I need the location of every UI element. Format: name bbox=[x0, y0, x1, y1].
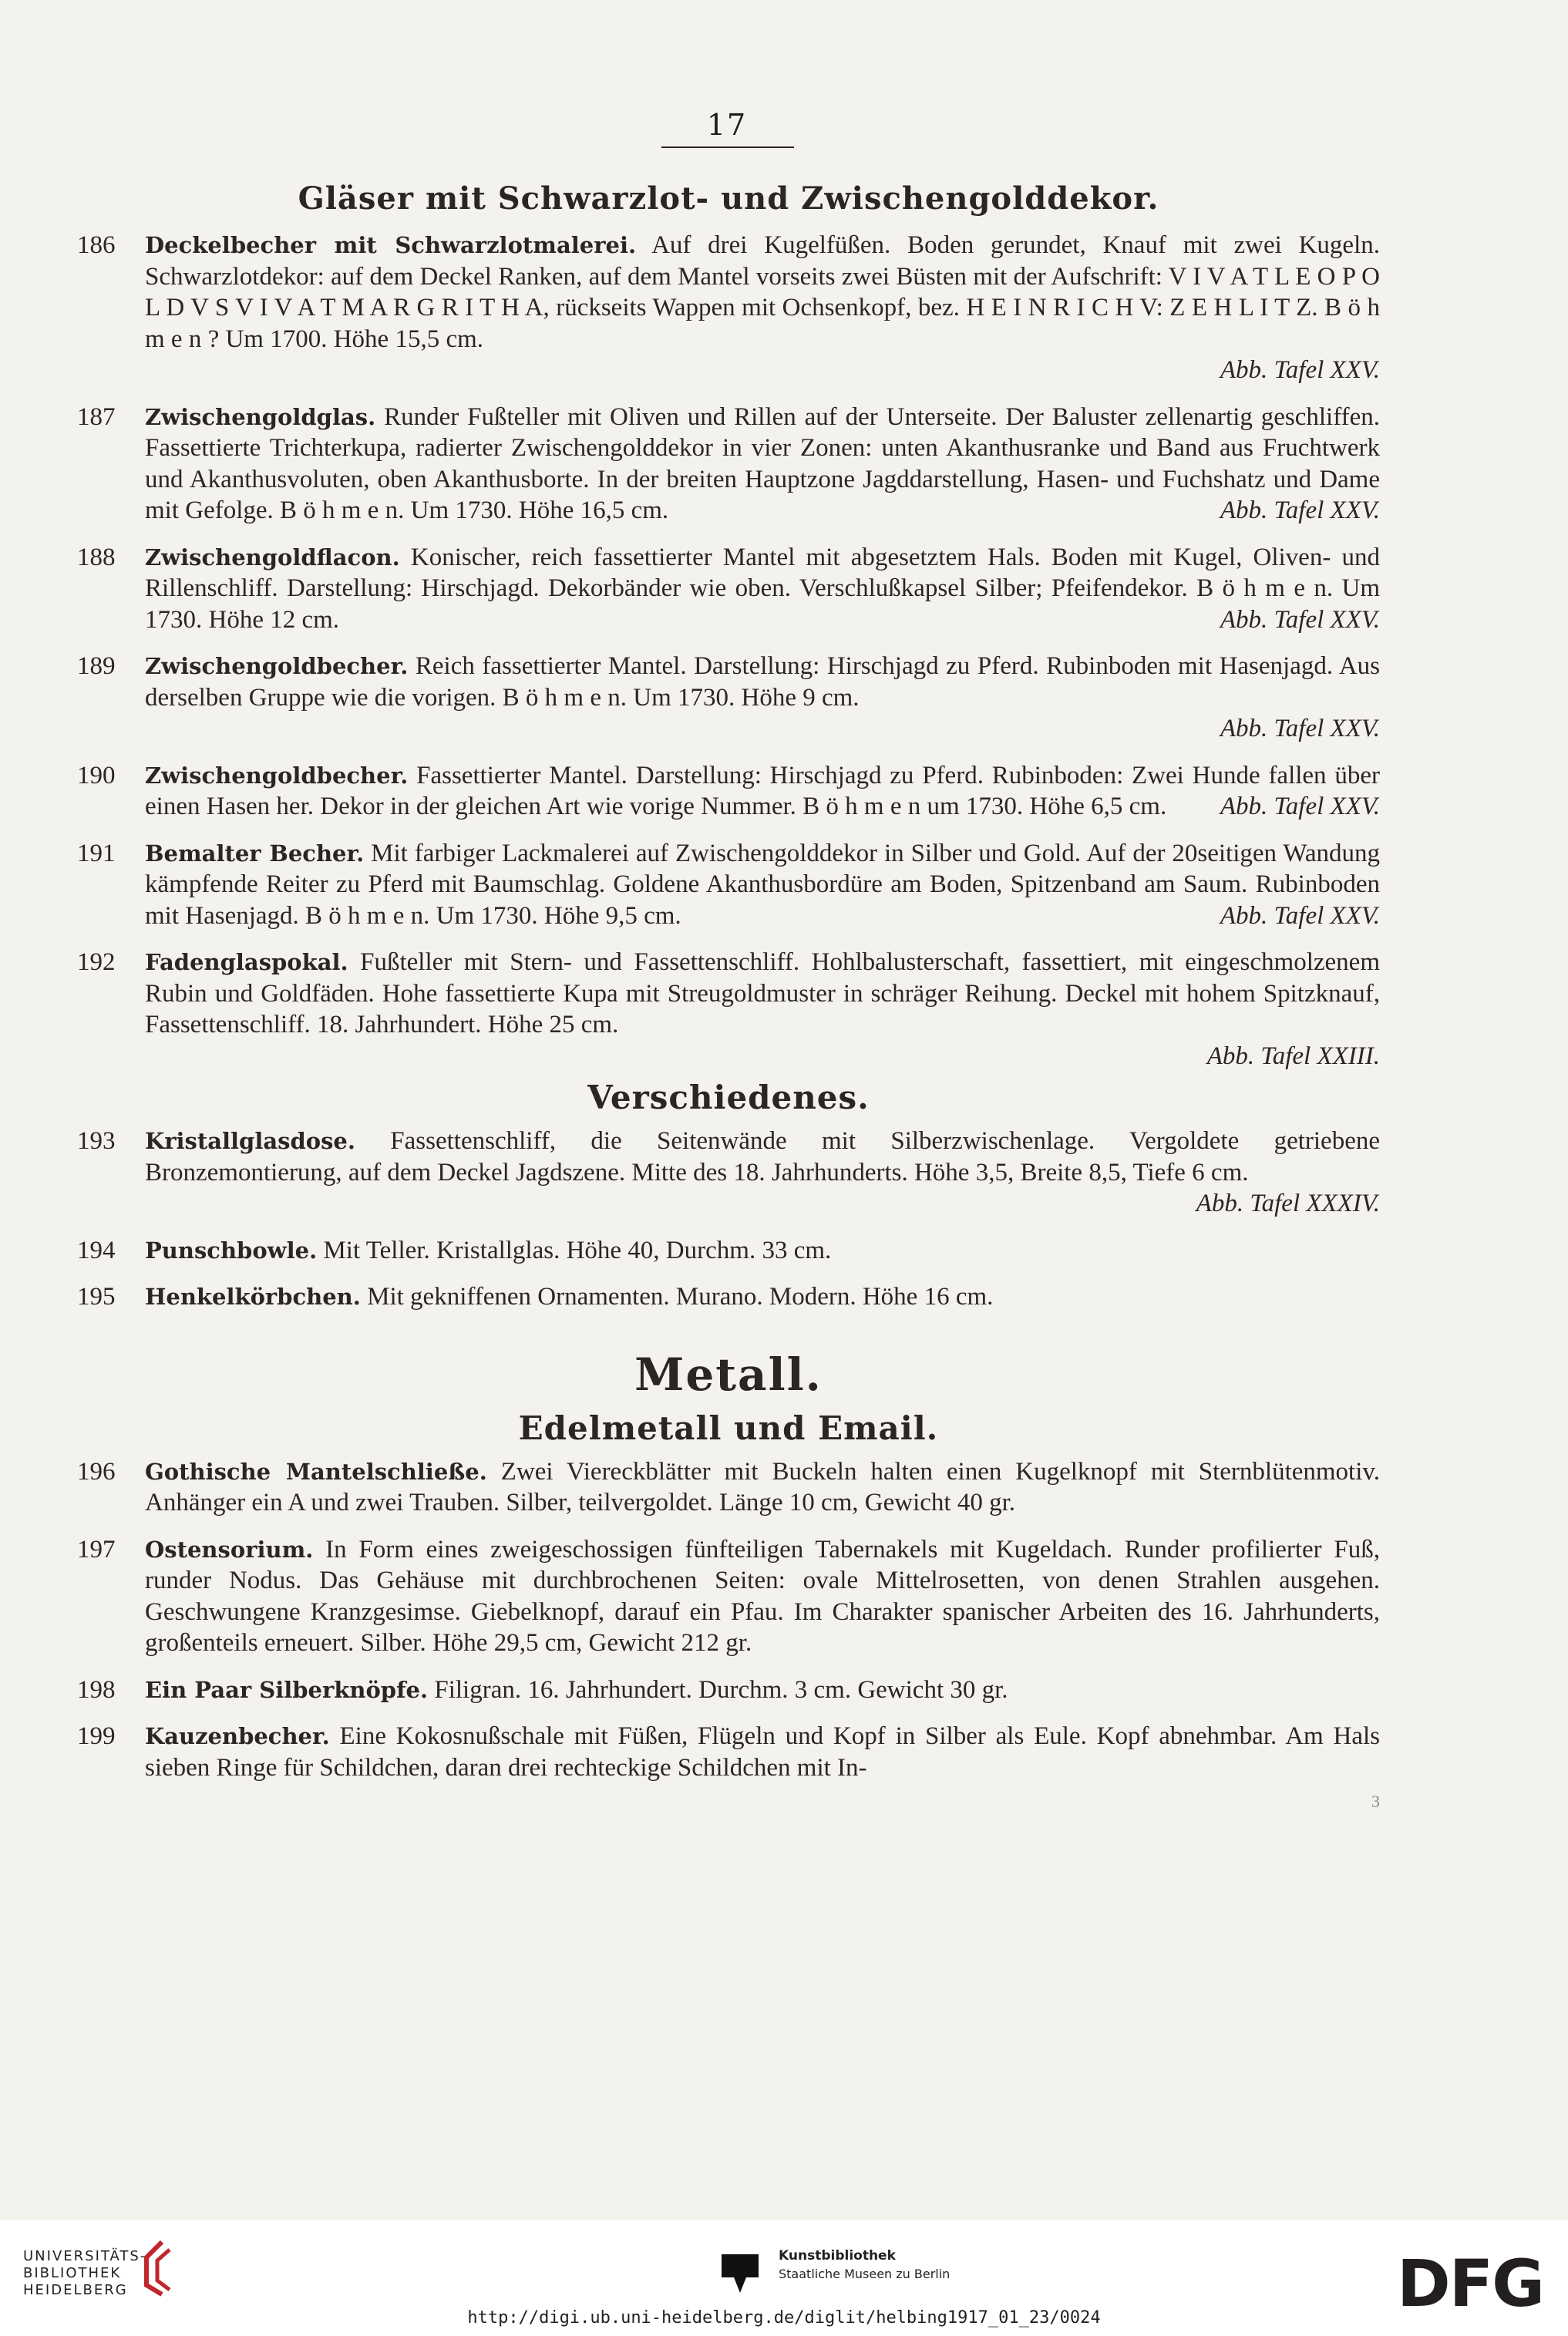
uni-line-2: BIBLIOTHEK bbox=[23, 2265, 122, 2281]
entry-plate-reference: Abb. Tafel XXV. bbox=[1220, 715, 1380, 742]
catalog-entry-199 bbox=[77, 1721, 1380, 1783]
entry-title: Punschbowle. bbox=[145, 1237, 318, 1264]
signature-mark: 3 bbox=[1371, 1792, 1380, 1811]
entry-title: Ostensorium. bbox=[145, 1536, 314, 1563]
entry-number: 197 bbox=[77, 1535, 116, 1564]
entry-number: 199 bbox=[77, 1722, 116, 1750]
entry-text: In Form eines zweigeschossigen fünfteiligen Tabernakels mit Kugeldach. Runder profilierter Fuß, runder Nodus. Das Gehäuse mit durchbrochenen Seiten: ovale Mittelrosetten, von denen Strahlen ausgehen. Geschwungene Kranzgesimse. Giebelknopf, darauf ein Pfau. Im Charakter spanischer Arbeiten des 16. Jahrhunderts, großenteils erneuert. Silber. Höhe 29,5 cm, Gewicht 212 gr. bbox=[145, 1535, 1380, 1657]
page-content bbox=[77, 162, 1380, 1818]
entry-title: Gothische Mantelschließe. bbox=[145, 1458, 487, 1485]
entry-plate-reference: Abb. Tafel XXXIV. bbox=[1196, 1190, 1380, 1217]
entry-number: 187 bbox=[77, 402, 116, 431]
uni-library-name bbox=[23, 2248, 146, 2299]
catalog-entry-192 bbox=[77, 947, 1380, 1072]
footer-bar bbox=[0, 2220, 1568, 2336]
catalog-entry-186 bbox=[77, 230, 1380, 386]
entry-text: Konischer, reich fassettierter Mantel mit abgesetztem Hals. Boden mit Kugel, Oliven- und Rillenschliff. Darstellung: Hirschjagd. Dekorbänder wie oben. Verschlußkapsel Silber; Pfeifendekor. B ö h m e n. Um 1730. Höhe 12 cm. bbox=[145, 543, 1380, 634]
entry-title: Kristallglasdose. bbox=[145, 1128, 355, 1154]
section-heading-misc: Verschiedenes. bbox=[587, 1079, 870, 1116]
entry-plate-reference: Abb. Tafel XXV. bbox=[1220, 793, 1380, 820]
kb-title: Kunstbibliothek bbox=[779, 2248, 896, 2264]
catalog-entry-189 bbox=[77, 651, 1380, 745]
entry-number: 188 bbox=[77, 543, 116, 571]
catalog-entry-194 bbox=[77, 1235, 1380, 1267]
entry-text: Runder Fußteller mit Oliven und Rillen auf der Unterseite. Der Baluster zellenartig geschliffen. Fassettierte Trichterkupa, radierter Zwischengolddekor in vier Zonen: unten Akanthusranke und Band aus Fruchtwerk und Akanthusvoluten, oben Akanthusborte. In der breiten Hauptzone Jagddarstellung, Hasen- und Fuchshatz und Dame mit Gefolge. B ö h m e n. Um 1730. Höhe 16,5 cm. bbox=[145, 402, 1380, 524]
entry-title: Zwischengoldglas. bbox=[145, 403, 376, 430]
kb-subtitle: Staatliche Museen zu Berlin bbox=[779, 2267, 951, 2281]
entry-title: Zwischengoldflacon. bbox=[145, 544, 400, 571]
entry-plate-reference: Abb. Tafel XXV. bbox=[1220, 496, 1380, 524]
entry-title: Kauzenbecher. bbox=[145, 1723, 330, 1749]
entry-text: Eine Kokosnußschale mit Füßen, Flügeln und Kopf in Silber als Eule. Kopf abnehmbar. Am Hals sieben Ringe für Schildchen, daran drei rechteckige Schildchen mit In- bbox=[145, 1722, 1381, 1782]
kunstbibliothek-logo-icon bbox=[717, 2248, 763, 2301]
uni-heidelberg-logo-icon bbox=[139, 2239, 187, 2301]
entry-plate-reference: Abb. Tafel XXV. bbox=[1220, 356, 1380, 384]
kunstbibliothek-name bbox=[779, 2247, 950, 2284]
entry-title: Fadenglaspokal. bbox=[145, 949, 348, 975]
section-heading-glass: Gläser mit Schwarzlot- und Zwischengolddekor. bbox=[298, 180, 1159, 217]
entry-plate-reference: Abb. Tafel XXIII. bbox=[1206, 1042, 1380, 1070]
entry-number: 193 bbox=[77, 1127, 116, 1155]
entry-plate-reference: Abb. Tafel XXV. bbox=[1220, 901, 1380, 930]
entry-text: Reich fassettierter Mantel. Darstellung: Hirschjagd zu Pferd. Rubinboden mit Hasenjagd. Aus derselben Gruppe wie die vorigen. B ö h m e n. Um 1730. Höhe 9 cm. bbox=[145, 652, 1381, 712]
section-heading-precious-metal: Edelmetall und Email. bbox=[518, 1409, 939, 1447]
entry-number: 196 bbox=[77, 1457, 116, 1486]
page-number: 17 bbox=[706, 108, 748, 142]
entry-text: Mit farbiger Lackmalerei auf Zwischengolddekor in Silber und Gold. Auf der 20seitigen Wandung kämpfende Reiter zu Pferd mit Baumschlag. Goldene Akanthusbordüre am Boden, Spitzenband am Saum. Rubinboden mit Hasenjagd. B ö h m e n. Um 1730. Höhe 9,5 cm. bbox=[145, 839, 1380, 930]
catalog-entry-188 bbox=[77, 542, 1380, 636]
uni-line-3: HEIDELBERG bbox=[23, 2282, 128, 2298]
entry-number: 191 bbox=[77, 839, 116, 867]
uni-line-1: UNIVERSITÄTS- bbox=[23, 2248, 147, 2264]
entry-title: Henkelkörbchen. bbox=[145, 1284, 361, 1310]
entry-text: Zwei Viereckblätter mit Buckeln halten einen Kugelknopf mit Sternblütenmotiv. Anhänger ein A und zwei Trauben. Silber, teilvergoldet. Länge 10 cm, Gewicht 40 gr. bbox=[145, 1457, 1380, 1516]
entry-title: Zwischengoldbecher. bbox=[145, 762, 409, 789]
entry-number: 190 bbox=[77, 761, 116, 789]
entry-text: Fußteller mit Stern- und Fassettenschliff. Hohlbalusterschaft, fassettiert, mit eingeschmolzenem Rubin und Goldfäden. Hohe fassettierte Kupa mit Streugoldmuster in schräger Reihung. Deckel mit hohem Spitzknauf, Fassettenschliff. 18. Jahrhundert. Höhe 25 cm. bbox=[145, 948, 1380, 1038]
entry-number: 198 bbox=[77, 1675, 116, 1704]
entry-number: 194 bbox=[77, 1236, 116, 1264]
entry-number: 192 bbox=[77, 948, 116, 976]
catalog-entry-190 bbox=[77, 760, 1380, 823]
entry-title: Deckelbecher mit Schwarzlotmalerei. bbox=[145, 232, 637, 258]
entry-plate-reference: Abb. Tafel XXV. bbox=[1220, 605, 1380, 634]
entry-title: Bemalter Becher. bbox=[145, 840, 365, 867]
entry-number: 189 bbox=[77, 652, 116, 680]
catalog-entry-187 bbox=[77, 402, 1380, 527]
catalog-entry-193 bbox=[77, 1126, 1380, 1220]
catalog-entry-191 bbox=[77, 838, 1380, 932]
catalog-entry-196 bbox=[77, 1456, 1380, 1519]
page-number-rule bbox=[661, 146, 794, 148]
entry-text: Mit Teller. Kristallglas. Höhe 40, Durchm. 33 cm. bbox=[323, 1236, 832, 1264]
entry-title: Zwischengoldbecher. bbox=[145, 653, 409, 679]
section-heading-metal: Metall. bbox=[634, 1348, 823, 1401]
catalog-entry-197 bbox=[77, 1534, 1380, 1659]
entry-text: Fassettierter Mantel. Darstellung: Hirschjagd zu Pferd. Rubinboden: Zwei Hunde fallen über einen Hasen her. Dekor in der gleichen Art wie vorige Nummer. B ö h m e n um 1730. Höhe 6,5 cm. bbox=[145, 761, 1381, 820]
permalink-url[interactable]: http://digi.ub.uni-heidelberg.de/diglit/helbing1917_01_23/0024 bbox=[467, 2308, 1101, 2328]
dfg-logo: DFG bbox=[1397, 2246, 1544, 2321]
entry-text: Filigran. 16. Jahrhundert. Durchm. 3 cm. Gewicht 30 gr. bbox=[434, 1675, 1008, 1704]
entry-text: Mit gekniffenen Ornamenten. Murano. Modern. Höhe 16 cm. bbox=[367, 1283, 994, 1311]
catalog-entry-198 bbox=[77, 1675, 1380, 1706]
entry-number: 195 bbox=[77, 1283, 116, 1311]
entry-number: 186 bbox=[77, 231, 116, 259]
entry-text: Fassettenschliff, die Seitenwände mit Silberzwischenlage. Vergoldete getriebene Bronzemontierung, auf dem Deckel Jagdszene. Mitte des 18. Jahrhunderts. Höhe 3,5, Breite 8,5, Tiefe 6 cm. bbox=[145, 1127, 1380, 1187]
entry-text: Auf drei Kugelfüßen. Boden gerundet, Knauf mit zwei Kugeln. Schwarzlotdekor: auf dem Deckel Ranken, auf dem Mantel vorseits zwei Büsten mit der Aufschrift: V I V A T L E O P O L D V S V I V A T M A R G R I T H A, rückseits Wappen mit Ochsenkopf, bez. H E I N R I C H V: Z E H L I T Z. B ö h m e n ? Um 1700. Höhe 15,5 cm. bbox=[145, 231, 1380, 353]
entry-title: Ein Paar Silberknöpfe. bbox=[145, 1676, 429, 1703]
catalog-entry-195 bbox=[77, 1281, 1380, 1313]
